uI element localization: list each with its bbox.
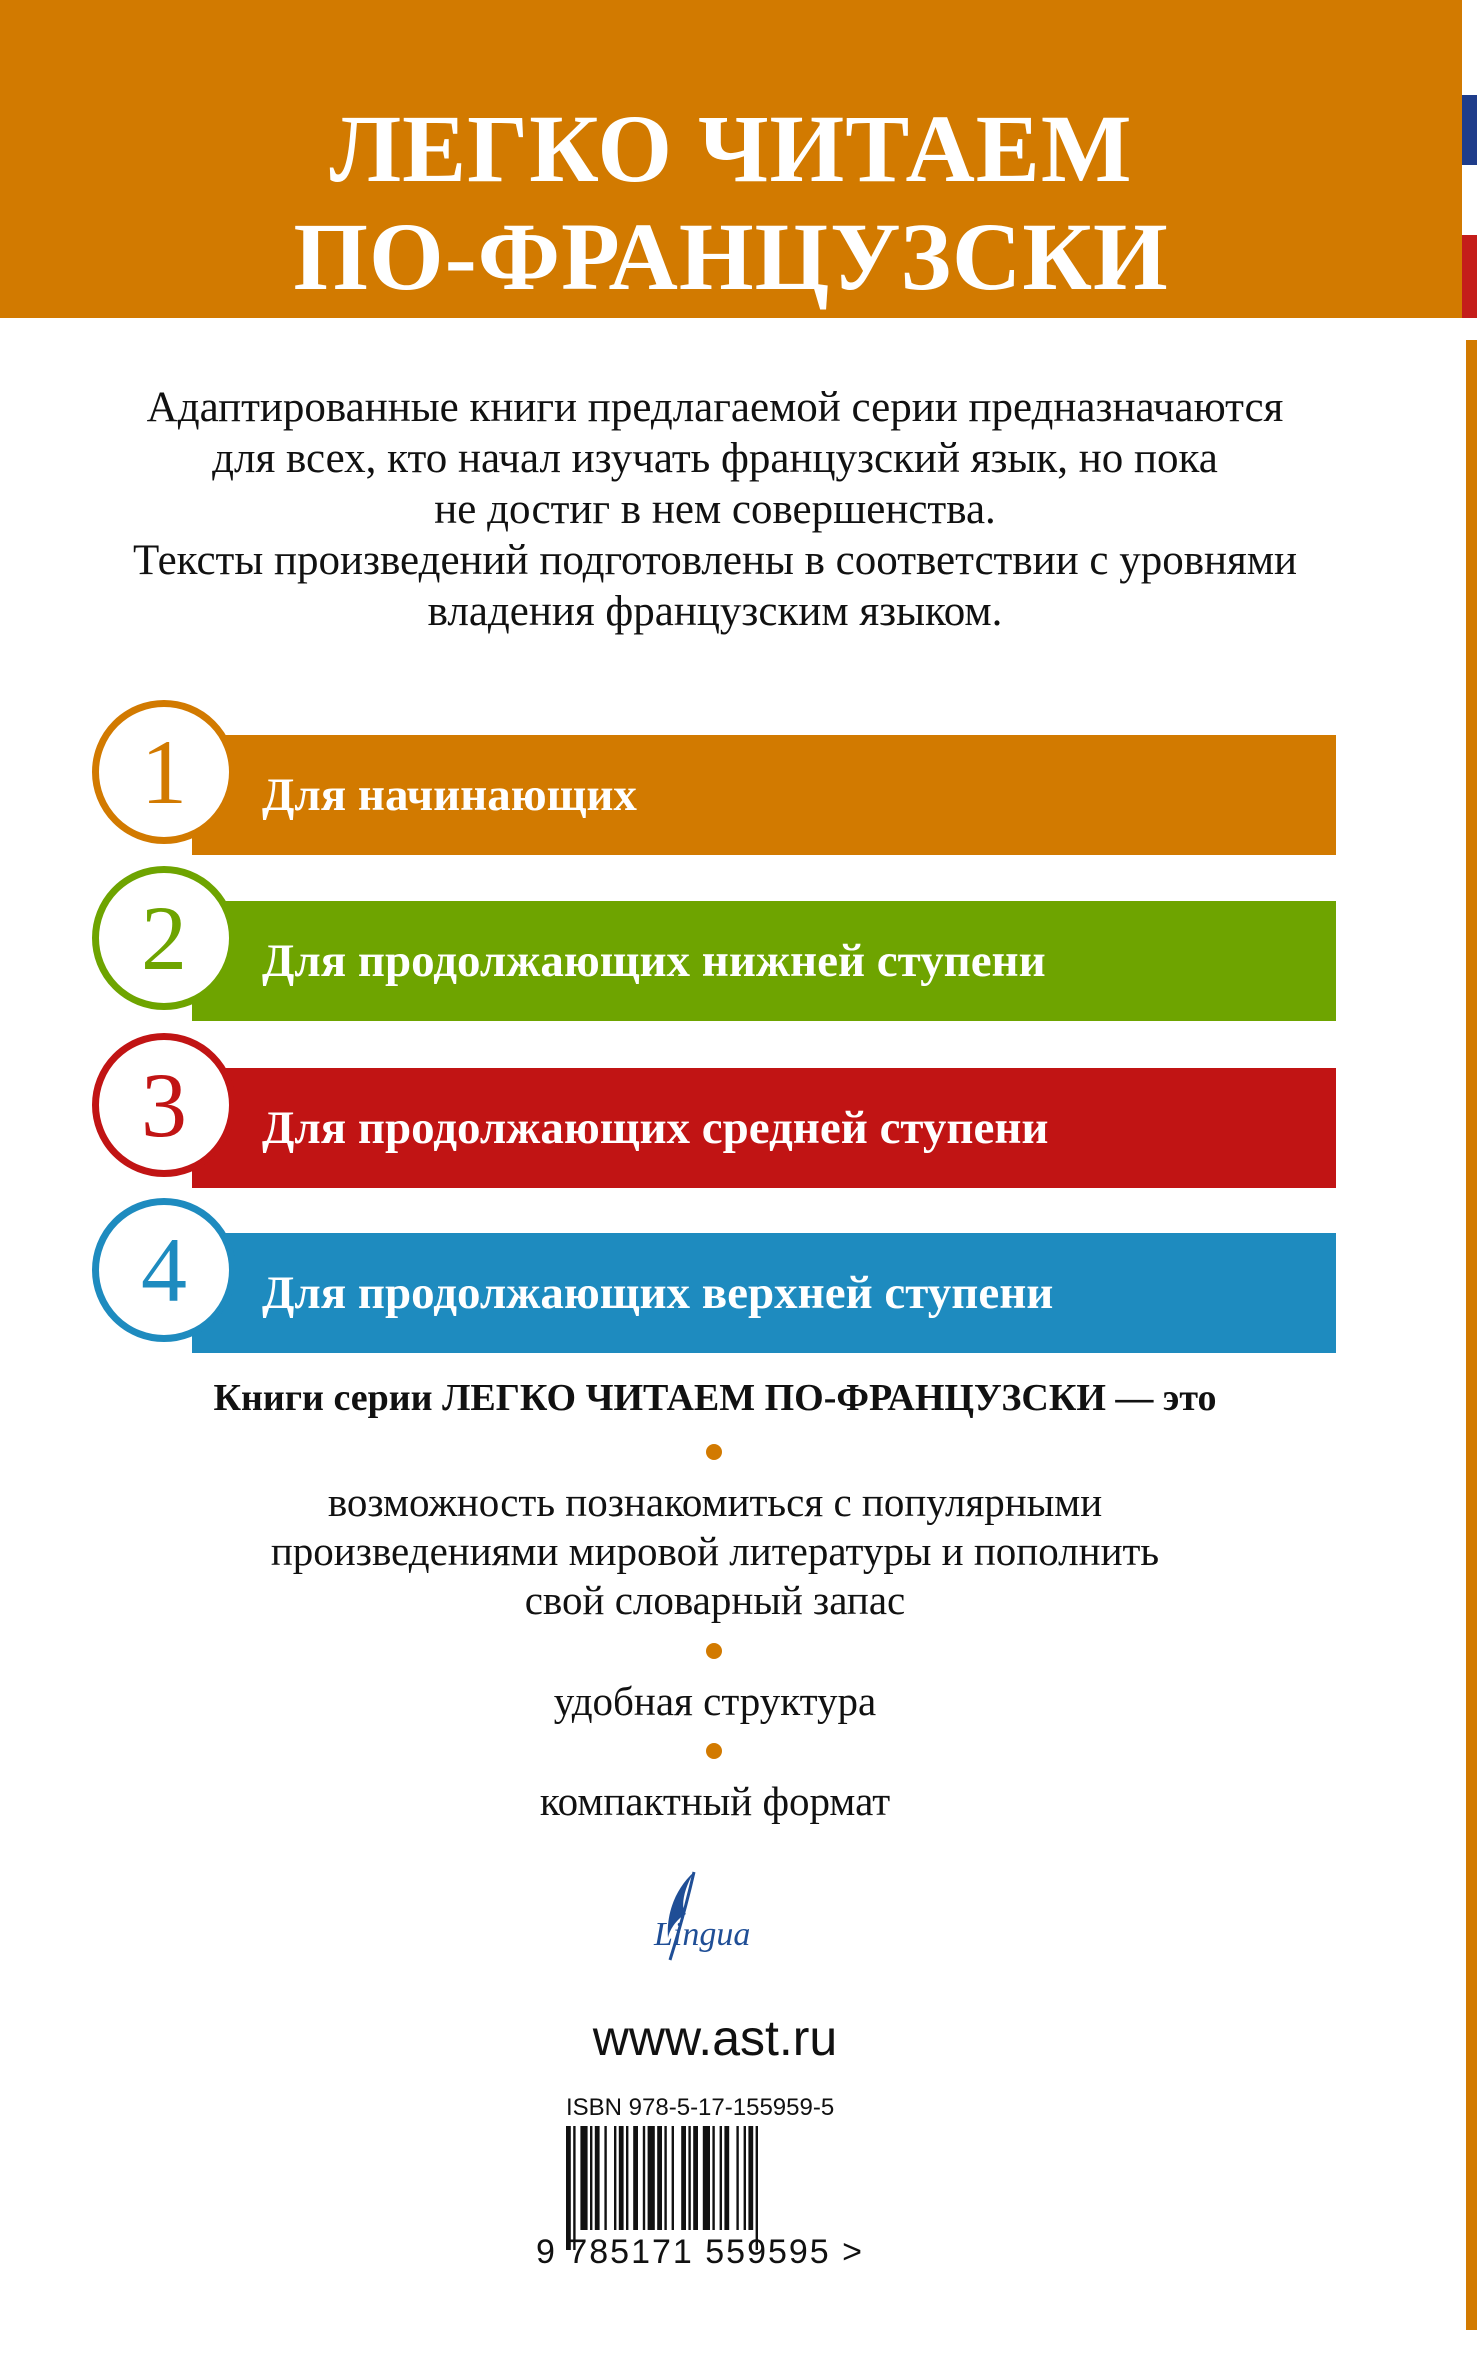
title-line-1: ЛЕГКО ЧИТАЕМ [329, 95, 1133, 202]
level-item-1 [92, 700, 1336, 848]
intro-line: не достиг в нем совершенства. [434, 486, 996, 533]
barcode-bar [643, 2126, 645, 2230]
spine-stripe [1466, 340, 1477, 2330]
barcode-bar [748, 2126, 753, 2230]
bullet-dot [706, 1444, 722, 1460]
barcode-bar [724, 2126, 729, 2230]
flag-stripe-red [1462, 235, 1477, 318]
intro-line: Тексты произведений подготовлены в соответствии с уровнями [132, 537, 1298, 584]
barcode-bar [619, 2126, 624, 2230]
barcode-bar [688, 2126, 690, 2230]
level-label: Для продолжающих нижней ступени [262, 935, 1046, 987]
benefit-item-1 [0, 1478, 1430, 1625]
level-number-badge: 3 [92, 1033, 236, 1177]
page-title [0, 95, 1462, 311]
publisher-logo [636, 1868, 796, 1988]
benefit-line: удобная структура [553, 1678, 877, 1724]
benefit-line: произведениями мировой литературы и пополнить [270, 1528, 1160, 1574]
benefit-item-3 [0, 1777, 1430, 1826]
intro-line: для всех, кто начал изучать французский язык, но пока [212, 435, 1218, 482]
barcode-bar [736, 2126, 738, 2230]
barcode-bar [633, 2126, 638, 2230]
level-number-badge: 4 [92, 1198, 236, 1342]
benefit-line: возможность познакомиться с популярными [327, 1479, 1103, 1525]
level-number-badge: 2 [92, 866, 236, 1010]
benefit-line: компактный формат [539, 1778, 891, 1824]
barcode-bar [712, 2126, 714, 2230]
barcode-bar [580, 2126, 587, 2230]
barcode-bar [626, 2126, 628, 2230]
bullet-dot [706, 1743, 722, 1759]
barcode-bar [681, 2126, 686, 2230]
flag-stripe-white [1462, 165, 1477, 235]
benefit-item-2 [0, 1677, 1430, 1726]
intro-line: Адаптированные книги предлагаемой серии предназначаются [146, 384, 1284, 431]
barcode-bar [744, 2126, 746, 2230]
barcode-bar [664, 2126, 666, 2230]
barcode-digits: 9 785171 559595 > [536, 2233, 865, 2271]
benefit-line: свой словарный запас [524, 1577, 906, 1623]
title-line-2: ПО-ФРАНЦУЗСКИ [293, 203, 1169, 310]
barcode-bar [595, 2126, 600, 2230]
logo-text: Lingua [654, 1916, 751, 1953]
level-label: Для продолжающих верхней ступени [262, 1267, 1054, 1319]
level-item-2 [92, 866, 1336, 1014]
level-item-4 [92, 1198, 1336, 1346]
level-label: Для продолжающих средней ступени [262, 1102, 1049, 1154]
flag-stripe-blue [1462, 95, 1477, 165]
barcode-bar [703, 2126, 710, 2230]
level-item-3 [92, 1033, 1336, 1181]
publisher-website[interactable]: www.ast.ru [592, 2010, 838, 2066]
barcode-bar [672, 2126, 674, 2230]
barcode-bar [693, 2126, 698, 2230]
intro-line: владения французским языком. [427, 588, 1003, 635]
barcode-bar [720, 2126, 722, 2230]
series-statement: Книги серии ЛЕГКО ЧИТАЕМ ПО-ФРАНЦУЗСКИ — это [213, 1377, 1217, 1419]
bullet-dot [706, 1643, 722, 1659]
level-label: Для начинающих [262, 769, 637, 821]
isbn-label: ISBN 978-5-17-155959-5 [566, 2094, 835, 2121]
barcode-bar [614, 2126, 616, 2230]
barcode-bar [657, 2126, 662, 2230]
level-number-badge: 1 [92, 700, 236, 844]
barcode-bar [604, 2126, 606, 2230]
barcode-bar [648, 2126, 655, 2230]
intro-text [60, 382, 1370, 637]
barcode-bar [590, 2126, 592, 2230]
